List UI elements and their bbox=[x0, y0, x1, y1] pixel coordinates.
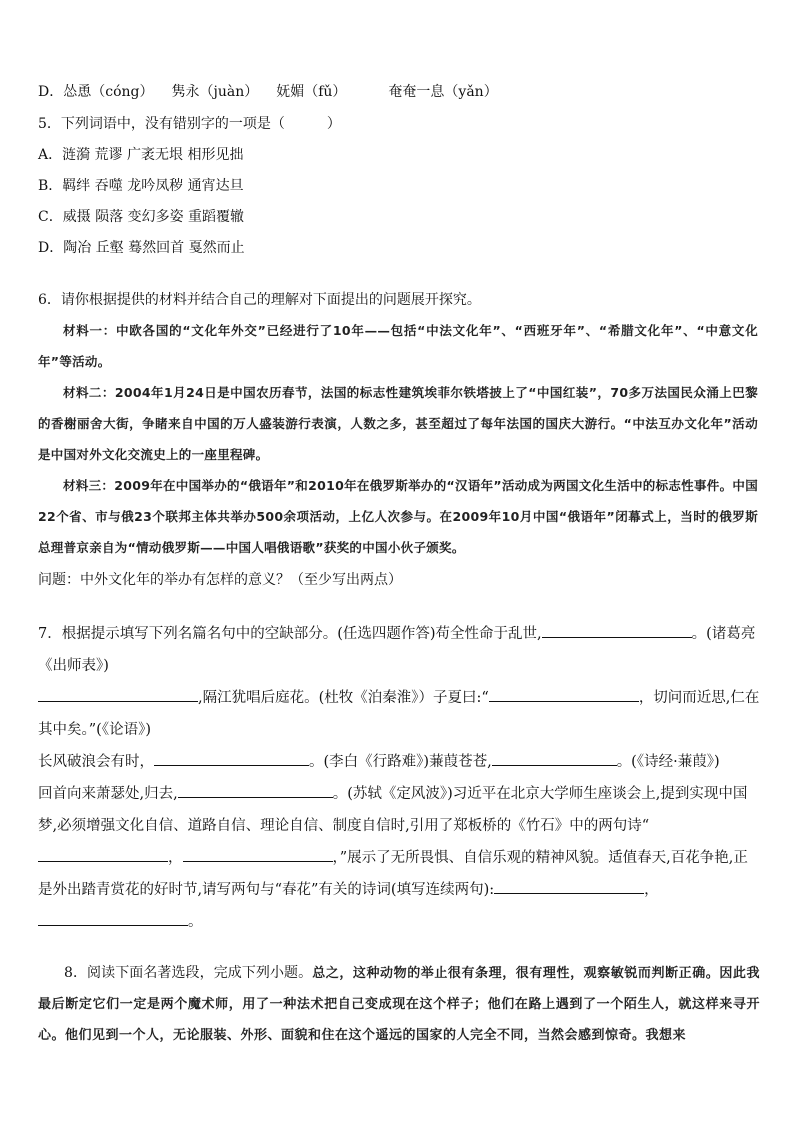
q7-text: 。 bbox=[188, 914, 203, 930]
q6-stem: 6．请你根据提供的材料并结合自己的理解对下面提出的问题展开探究。 bbox=[38, 292, 481, 308]
q5-option-a: A．涟漪 荒谬 广袤无垠 相形见拙 bbox=[38, 147, 244, 163]
q8-block bbox=[38, 958, 760, 1051]
q5-option-c: C．威摄 陨落 变幻多姿 重蹈覆辙 bbox=[38, 209, 245, 225]
answer-blank[interactable] bbox=[38, 909, 188, 926]
q8-passage: 总之，这种动物的举止很有条理，很有理性，观察敏锐而判断正确。因此我最后断定它们一定是两个魔术师，用了一种法术把自己变成现在这个样子；他们在路上遇到了一个陌生人，就这样来寻开心。他们见到一个人，无论服装、外形、面貌和住在这个遥远的国家的人完全不同，当然会感到惊奇。我想来 bbox=[38, 966, 760, 1043]
word-item: 奄奄一息（yǎn） bbox=[388, 84, 498, 100]
q6-materials bbox=[38, 315, 758, 563]
q6-question: 问题：中外文化年的举办有怎样的意义？（至少写出两点） bbox=[38, 572, 402, 588]
answer-blank[interactable] bbox=[183, 845, 333, 862]
q7-text: 。(李白《行路难》)蒹葭苍苍, bbox=[309, 754, 492, 770]
q7-text: ， bbox=[644, 882, 659, 898]
option-label: D． bbox=[38, 84, 64, 100]
answer-blank[interactable] bbox=[154, 749, 309, 766]
q7-text: ，”展示了无所畏惧、自信乐观的精神风貌。适值春天,百花争艳,正是外出踏青赏花的好时节,请写两句与“春花”有关的诗词(填写连续两句): bbox=[38, 850, 748, 898]
answer-blank[interactable] bbox=[492, 749, 617, 766]
q7-text: 。(苏轼《定风波》)习近平在北京大学师生座谈会上,提到实现中国梦,必须增强文化自信、道路自信、理论自信、制度自信时,引用了郑板桥的《竹石》中的两句诗“ bbox=[38, 786, 748, 834]
q7-block bbox=[38, 618, 760, 938]
q4-option-d bbox=[38, 82, 498, 102]
q7-text: 长风破浪会有时， bbox=[38, 754, 154, 770]
word-item: 妩媚（fǔ） bbox=[276, 84, 347, 100]
answer-blank[interactable] bbox=[542, 621, 692, 638]
answer-blank[interactable] bbox=[489, 685, 639, 702]
q7-text: ，切问而近思,仁在其中矣。”(《论语》) bbox=[38, 690, 760, 738]
q7-text: 。(诸葛亮《出师表》) bbox=[38, 626, 756, 674]
q7-text: ， bbox=[168, 850, 183, 866]
q5-option-b: B．羁绊 吞噬 龙吟凤秽 通宵达旦 bbox=[38, 178, 244, 194]
material-one: 材料一：中欧各国的“文化年外交”已经进行了10年——包括“中法文化年”、“西班牙年”、“希腊文化年”、“中意文化年”等活动。 bbox=[38, 323, 758, 369]
q5-stem: 5．下列词语中，没有错别字的一项是（ ） bbox=[38, 116, 341, 132]
q7-text: 7．根据提示填写下列名篇名句中的空缺部分。(任选四题作答)苟全性命于乱世, bbox=[38, 626, 542, 642]
material-two: 材料二：2004年1月24日是中国农历春节，法国的标志性建筑埃菲尔铁塔披上了“中国红装”，70多万法国民众涌上巴黎的香榭丽舍大街，争睹来自中国的万人盛装游行表演，人数之多，甚至超过了每年法国的国庆大游行。“中法互办文化年”活动是中国对外文化交流史上的一座里程碑。 bbox=[38, 385, 758, 462]
q7-text: 回首向来萧瑟处,归去, bbox=[38, 786, 178, 802]
word-item: 隽永（juàn） bbox=[171, 84, 259, 100]
answer-blank[interactable] bbox=[38, 685, 198, 702]
word-item: 怂恿（cóng） bbox=[63, 84, 154, 100]
q7-text: 。(《诗经·蒹葭》) bbox=[616, 754, 720, 770]
q7-text: ,隔江犹唱后庭花。(杜牧《泊秦淮》）子夏曰:“ bbox=[198, 690, 489, 706]
answer-blank[interactable] bbox=[494, 877, 644, 894]
answer-blank[interactable] bbox=[38, 845, 168, 862]
material-three: 材料三：2009年在中国举办的“俄语年”和2010年在俄罗斯举办的“汉语年”活动成为两国文化生活中的标志性事件。中国22个省、市与俄23个联邦主体共举办500余项活动，上亿人次参与。在2009年10月中国“俄语年”闭幕式上，当时的俄罗斯总理普京亲自为“情动俄罗斯——中国人唱俄语歌”获奖的中国小伙子颁奖。 bbox=[38, 478, 758, 555]
q5-option-d: D．陶冶 丘壑 蓦然回首 戛然而止 bbox=[38, 240, 245, 256]
answer-blank[interactable] bbox=[178, 781, 333, 798]
q8-lead: 8．阅读下面名著选段，完成下列小题。 bbox=[64, 965, 313, 981]
